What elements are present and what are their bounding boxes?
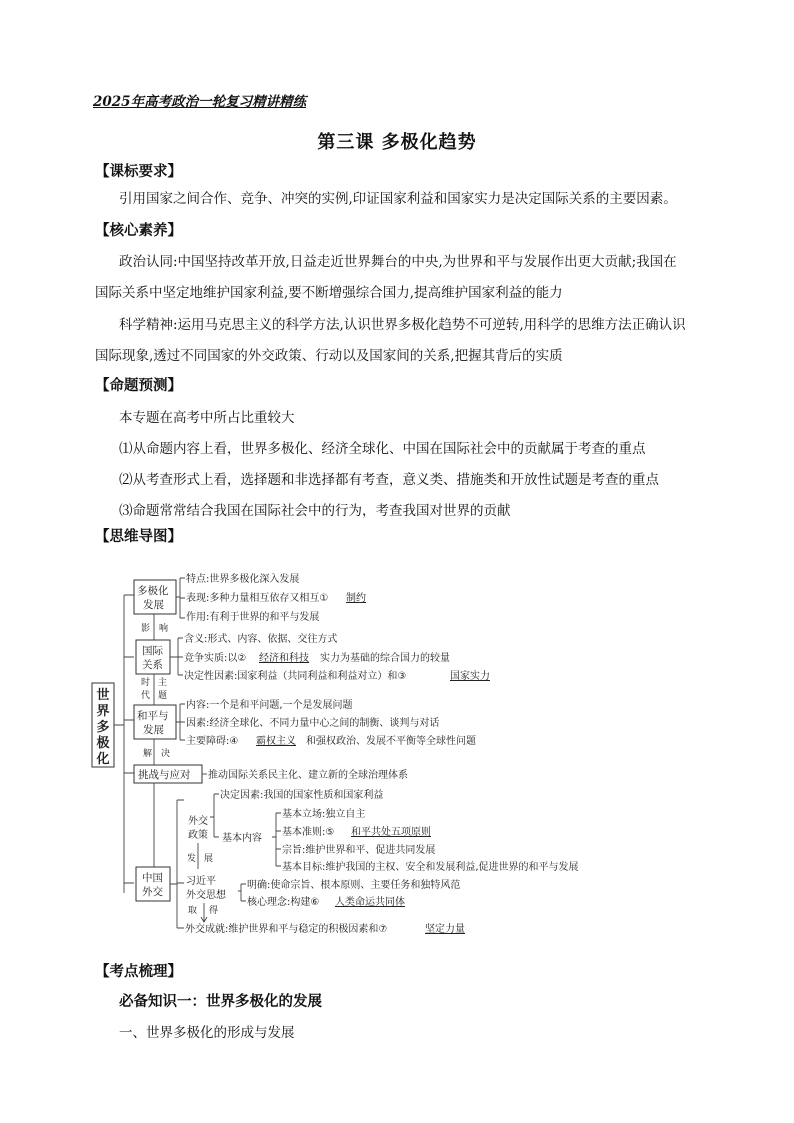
lesson-title: 第三课 多极化趋势 (317, 132, 477, 153)
n2-essence: 竞争实质:以② (184, 653, 247, 664)
n2-essence-rest: 实力为基础的综合国力的较量 (320, 653, 450, 664)
conn-era-1: 时 (141, 678, 151, 688)
n5-basic-content: 基本内容 (222, 833, 262, 844)
n1-feature: 特点:世界多极化深入发展 (186, 574, 300, 585)
n1-manifestation: 表现:多种力量相互依存又相互① (186, 593, 329, 604)
root-char-4: 极 (96, 736, 110, 751)
n2-answer-strength: 国家实力 (450, 671, 490, 682)
node-peace-dev-l1: 和平与 (137, 710, 169, 722)
n5-answer-five-principles: 和平共处五项原则 (351, 827, 431, 838)
node-china-diplomacy-l2: 外交 (142, 886, 163, 898)
conn-solve-1: 解 (143, 749, 153, 759)
review-heading: 【考点梳理】 (95, 963, 182, 980)
conn-solve-2: 决 (161, 749, 171, 759)
n3-content: 内容:一个是和平问题,一个是发展问题 (186, 700, 353, 711)
node-challenge-label: 挑战与应对 (138, 769, 191, 781)
n5-clarify: 明确:使命宗旨、根本原则、主要任务和独特风范 (247, 880, 461, 891)
root-char-2: 界 (96, 704, 110, 719)
n2-decisive: 决定性因素:国家利益（共同利益和利益对立）和③ (184, 671, 407, 682)
n2-meaning: 含义:形式、内容、依据、交往方式 (184, 634, 338, 645)
prediction-heading: 【命题预测】 (95, 377, 182, 394)
n5-core-concept: 核心理念:构建⑥ (247, 897, 320, 908)
n5-norm: 基本准则:⑤ (282, 827, 335, 838)
document-header: 2025年高考政治一轮复习精讲精练 (93, 94, 307, 110)
prediction-intro: 本专题在高考中所占比重较大 (119, 410, 295, 426)
curriculum-heading: 【课标要求】 (95, 163, 182, 180)
prediction-item-1: ⑴从命题内容上看，世界多极化、经济全球化、中国在国际社会中的贡献属于考查的重点 (119, 441, 646, 457)
mind-map-diagram (88, 565, 648, 943)
n5-xi-l2: 外交思想 (186, 890, 226, 901)
root-char-1: 世 (96, 688, 110, 703)
n5-achievement: 外交成就:维护世界和平与稳定的积极因素和⑦ (185, 924, 388, 935)
literacy-p1-line1: 政治认同:中国坚持改革开放,日益走近世界舞台的中央,为世界和平与发展作出更大贡献;我国在 (119, 254, 677, 270)
node-intl-relations-l2: 关系 (142, 659, 163, 671)
root-char-3: 多 (96, 720, 110, 735)
n3-obstacle-rest: 和强权政治、发展不平衡等全球性问题 (306, 736, 476, 747)
node-multipolar-l2: 发展 (143, 599, 164, 611)
conn-develop-1: 发 (187, 854, 197, 864)
literacy-p1-line2: 国际关系中坚定地维护国家利益,要不断增强综合国力,提高维护国家利益的能力 (95, 285, 563, 301)
conn-influence-2: 响 (159, 624, 169, 634)
node-china-diplomacy-l1: 中国 (142, 872, 163, 884)
n3-obstacle: 主要障碍:④ (186, 736, 239, 747)
n5-goal: 基本目标:维护我国的主权、安全和发展利益,促进世界的和平与发展 (282, 862, 579, 873)
conn-achieve-1: 取 (188, 906, 198, 916)
n3-factors: 因素:经济全球化、不同力量中心之间的制衡、谈判与对话 (186, 718, 440, 729)
conn-era-3: 代 (141, 691, 151, 701)
n5-answer-community: 人类命运共同体 (335, 897, 405, 908)
n4-response: 推动国际关系民主化、建立新的全球治理体系 (208, 770, 408, 781)
n5-answer-steadfast: 坚定力量 (425, 924, 465, 935)
n5-xi-l1: 习近平 (186, 876, 216, 887)
review-point: 一、世界多极化的形成与发展 (119, 1025, 295, 1041)
mindmap-heading: 【思维导图】 (95, 528, 182, 545)
literacy-p2-line2: 国际现象,透过不同国家的外交政策、行动以及国家间的关系,把握其背后的实质 (95, 348, 563, 364)
n5-purpose: 宗旨:维护世界和平、促进共同发展 (282, 845, 436, 856)
conn-influence-1: 影 (141, 624, 151, 634)
n5-policy-l1: 外交 (188, 816, 208, 827)
root-char-5: 化 (96, 752, 110, 767)
prediction-item-2: ⑵从考查形式上看，选择题和非选择都有考查，意义类、措施类和开放性试题是考查的重点 (119, 472, 659, 488)
n1-answer-restrict: 制约 (346, 593, 366, 604)
conn-era-2: 主 (158, 678, 168, 688)
n5-policy-l2: 政策 (188, 830, 208, 841)
conn-era-4: 题 (158, 691, 168, 701)
node-intl-relations-l1: 国际 (142, 645, 163, 657)
n3-answer-hegemony: 霸权主义 (256, 736, 296, 747)
conn-achieve-2: 得 (209, 906, 219, 916)
n5-decisive: 决定因素:我国的国家性质和国家利益 (220, 790, 384, 801)
review-subheading: 必备知识一：世界多极化的发展 (119, 993, 322, 1010)
literacy-p2-line1: 科学精神:运用马克思主义的科学方法,认识世界多极化趋势不可逆转,用科学的思维方法正确认识 (119, 317, 686, 333)
n2-answer-econtech: 经济和科技 (259, 653, 309, 664)
node-multipolar-l1: 多极化 (137, 585, 169, 597)
n1-effect: 作用:有利于世界的和平与发展 (186, 612, 320, 623)
literacy-heading: 【核心素养】 (95, 222, 182, 239)
conn-develop-2: 展 (204, 854, 214, 864)
node-peace-dev-l2: 发展 (143, 724, 164, 736)
n5-stance: 基本立场:独立自主 (282, 809, 366, 820)
curriculum-text: 引用国家之间合作、竞争、冲突的实例,印证国家利益和国家实力是决定国际关系的主要因素。 (119, 191, 677, 207)
prediction-item-3: ⑶命题常常结合我国在国际社会中的行为，考查我国对世界的贡献 (119, 503, 511, 519)
